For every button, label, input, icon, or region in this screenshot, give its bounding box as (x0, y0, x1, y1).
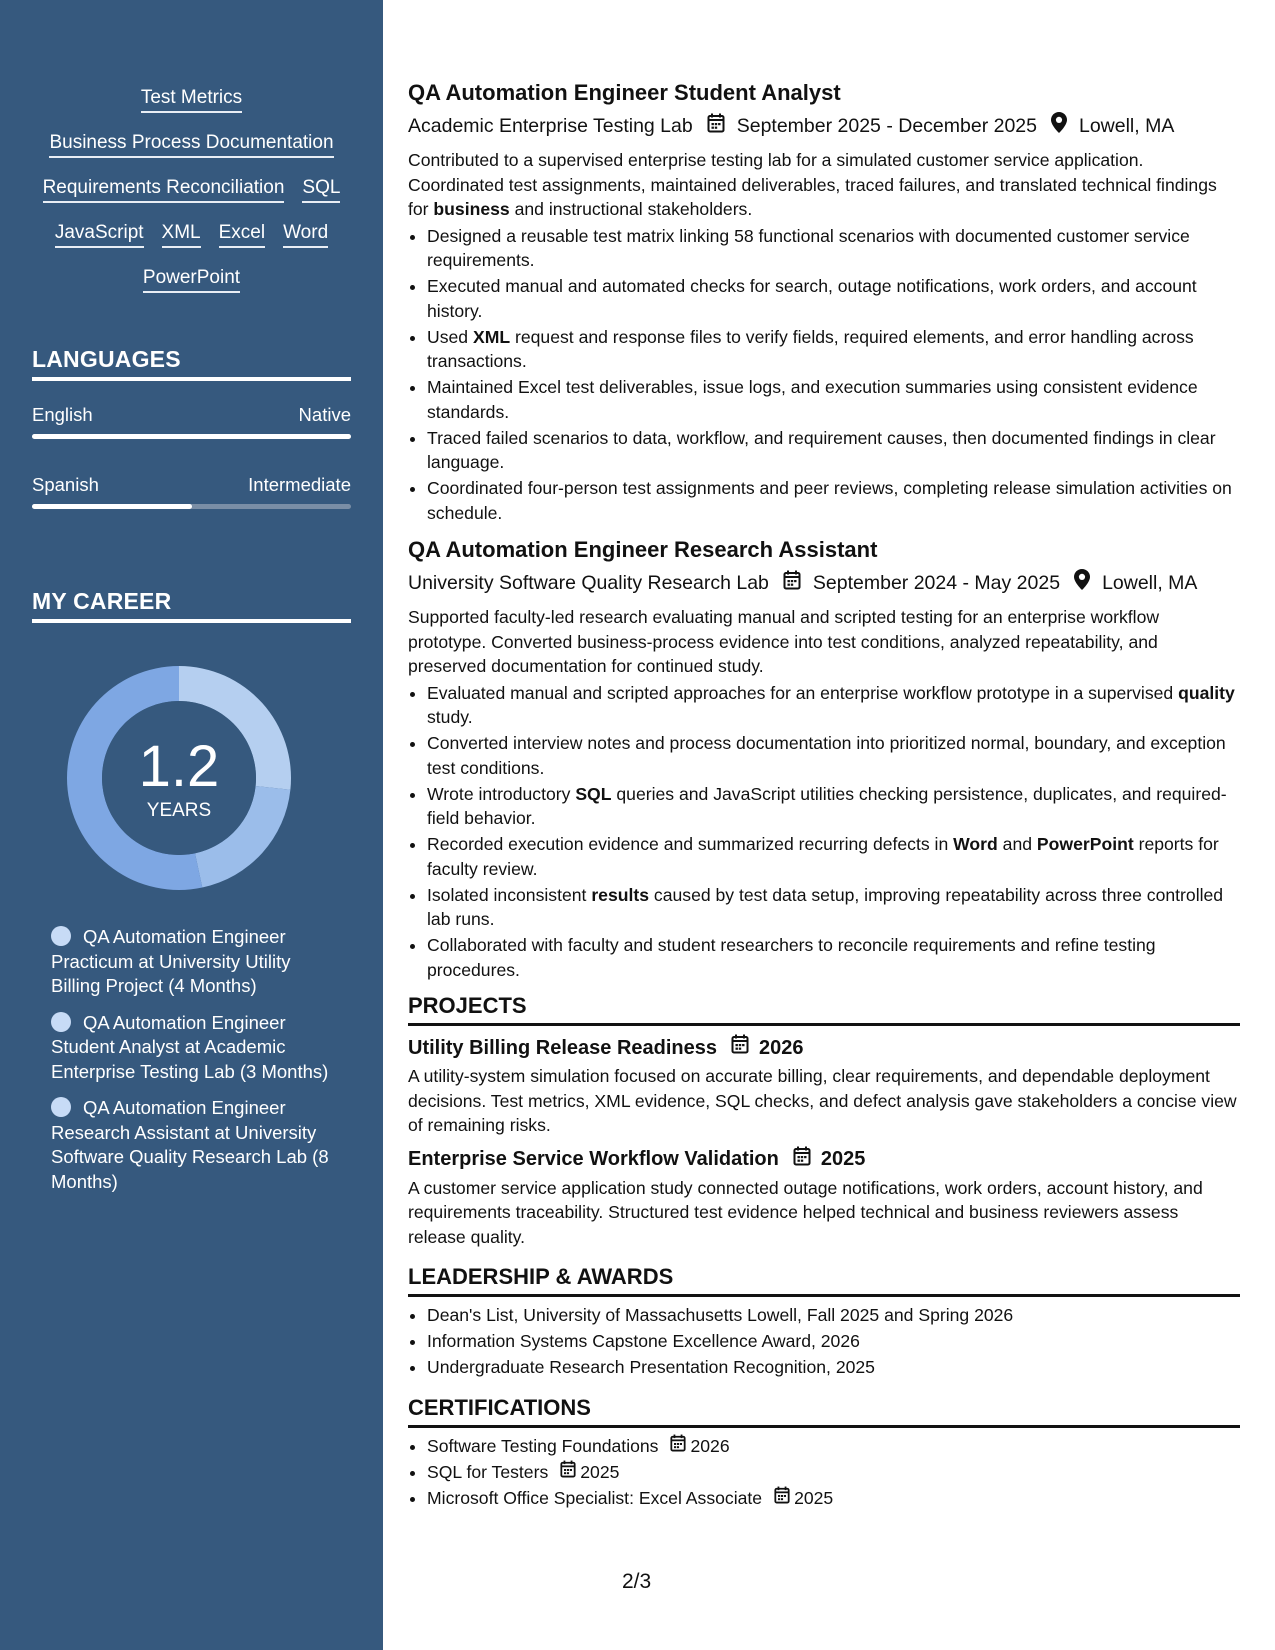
award-item: • Dean's List, University of Massachusetts Lowell, Fall 2025 and Spring 2026 (427, 1303, 1240, 1328)
certification-item: • Software Testing Foundations 2026 (427, 1434, 1240, 1459)
page-number: 2/3 (622, 1570, 652, 1593)
job-bullet: • Traced failed scenarios to data, workflow, and requirement causes, then documented findings in clear language. (427, 426, 1240, 475)
skills-row (32, 86, 351, 113)
project-title: Utility Billing Release Readiness (408, 1036, 717, 1059)
skills-list (32, 86, 351, 311)
language-proficiency-fill (32, 434, 351, 439)
award-item: • Information Systems Capstone Excellence Award, 2026 (427, 1329, 1240, 1354)
job-bullet: • Evaluated manual and scripted approaches for an enterprise workflow prototype in a supervised quality study. (427, 681, 1240, 730)
job-org: University Software Quality Research Lab (408, 572, 769, 594)
job-bullet: • Maintained Excel test deliverables, issue logs, and execution summaries using consistent evidence standards. (427, 375, 1240, 424)
career-item: QA Automation Engineer Student Analyst at Academic Enterprise Testing Lab (3 Months) (51, 1011, 329, 1082)
award-item: • Undergraduate Research Presentation Recognition, 2025 (427, 1355, 1240, 1380)
project-title: Enterprise Service Workflow Validation (408, 1148, 779, 1170)
project-entry (408, 1146, 1240, 1250)
calendar-icon (783, 570, 801, 597)
job-meta (408, 569, 1240, 597)
skill-tag[interactable]: PowerPoint (143, 266, 240, 293)
project-title-row (408, 1034, 1240, 1062)
job-bullets (408, 224, 1240, 526)
job-location: Lowell, MA (1078, 115, 1175, 137)
language-proficiency-fill (32, 504, 192, 509)
calendar-icon (707, 113, 725, 140)
project-year: 2026 (759, 1036, 804, 1059)
career-item: QA Automation Engineer Research Assistant at University Software Quality Research Lab (8 Months) (51, 1097, 329, 1192)
job-bullet: • Isolated inconsistent results caused by test data setup, improving repeatability across three controlled lab runs. (427, 883, 1240, 932)
awards-heading: LEADERSHIP & AWARDS (408, 1263, 1240, 1297)
job-bullet: • Executed manual and automated checks for search, outage notifications, work orders, and account history. (427, 274, 1240, 323)
language-name: Spanish (32, 474, 99, 495)
calendar-icon (793, 1146, 811, 1174)
project-description: A customer service application study connected outage notifications, work orders, account history, and requirements traceability. Structured test evidence helped technical and business reviewers assess release quality. (408, 1177, 1203, 1247)
job-bullet: • Wrote introductory SQL queries and JavaScript utilities checking persistence, duplicates, and required-field behavior. (427, 782, 1240, 831)
calendar-icon (670, 1434, 686, 1459)
languages-heading: LANGUAGES (32, 346, 351, 381)
job-bullet: • Collaborated with faculty and student researchers to reconcile requirements and refine testing procedures. (427, 933, 1240, 982)
projects-heading: PROJECTS (408, 992, 1240, 1026)
calendar-icon (560, 1460, 576, 1485)
certification-item: • SQL for Testers 2025 (427, 1460, 1240, 1485)
job-bullet: • Recorded execution evidence and summarized recurring defects in Word and PowerPoint reports for faculty review. (427, 832, 1240, 881)
job-title: QA Automation Engineer Research Assistant (408, 537, 878, 562)
skill-tag[interactable]: XML (162, 221, 201, 248)
calendar-icon (774, 1486, 790, 1511)
career-donut-chart (67, 666, 291, 890)
job-bullets (408, 681, 1240, 983)
language-english (32, 404, 351, 439)
map-pin-icon (1051, 112, 1067, 140)
skill-tag[interactable]: Excel (219, 221, 265, 248)
career-list (51, 925, 341, 1206)
project-year: 2025 (820, 1148, 866, 1170)
awards-list (408, 1303, 1240, 1380)
job-bullet: • Used XML request and response files to verify fields, required elements, and error handling across transactions. (427, 325, 1240, 374)
experience-entry (408, 535, 1240, 982)
job-meta (408, 112, 1240, 140)
skill-tag[interactable]: Test Metrics (141, 86, 242, 113)
career-dot (51, 926, 71, 946)
project-entry (408, 1034, 1240, 1138)
skills-row (32, 176, 351, 203)
language-proficiency-bar (32, 434, 351, 439)
skill-tag[interactable]: Requirements Reconciliation (43, 176, 285, 203)
skills-row (32, 131, 351, 158)
job-summary: Supported faculty-led research evaluating manual and scripted testing for an enterprise workflow prototype. Converted business-process evidence into test conditions, analyzed repeatability, and preserved documentation for continued study. (408, 607, 1160, 676)
job-dates: September 2024 - May 2025 (812, 572, 1061, 594)
career-heading: MY CAREER (32, 588, 351, 623)
main-content (408, 78, 1240, 1512)
skill-tag[interactable]: SQL (302, 176, 340, 203)
skill-tag[interactable]: Word (283, 221, 328, 248)
experience-entry (408, 78, 1240, 525)
language-level: Native (298, 404, 351, 425)
career-total-unit: YEARS (146, 800, 212, 821)
project-title-row (408, 1146, 1240, 1174)
language-name: English (32, 404, 93, 425)
sidebar (0, 0, 383, 1650)
language-proficiency-bar (32, 504, 351, 509)
language-level: Intermediate (248, 474, 351, 495)
skills-row (32, 266, 351, 293)
job-location: Lowell, MA (1102, 572, 1198, 594)
skills-row (32, 221, 351, 248)
career-dot (51, 1012, 71, 1032)
skill-tag[interactable]: Business Process Documentation (49, 131, 333, 158)
job-dates: September 2025 - December 2025 (736, 115, 1037, 137)
language-spanish (32, 474, 351, 509)
job-bullet: • Designed a reusable test matrix linking 58 functional scenarios with documented customer service requirements. (427, 224, 1240, 273)
career-item: QA Automation Engineer Practicum at University Utility Billing Project (4 Months) (51, 926, 291, 996)
career-total-value: 1.2 (138, 734, 220, 799)
calendar-icon (731, 1034, 749, 1062)
career-dot (51, 1097, 71, 1117)
job-org: Academic Enterprise Testing Lab (408, 115, 693, 137)
job-summary: Contributed to a supervised enterprise testing lab for a simulated customer service application. Coordinated test assignments, maintained deliverables, traced failures, and translated technical findings for business and instructional stakeholders. (408, 150, 1217, 219)
certifications-list (408, 1434, 1240, 1511)
certification-item: • Microsoft Office Specialist: Excel Associate 2025 (427, 1486, 1240, 1511)
map-pin-icon (1074, 569, 1090, 597)
project-description: A utility-system simulation focused on accurate billing, clear requirements, and dependable deployment decisions. Test metrics, XML evidence, SQL checks, and defect analysis gave stakeholders a concise view of remaining risks. (408, 1066, 1237, 1135)
skill-tag[interactable]: JavaScript (55, 221, 144, 248)
job-title: QA Automation Engineer Student Analyst (408, 80, 841, 105)
certifications-heading: CERTIFICATIONS (408, 1394, 1240, 1428)
job-bullet: • Coordinated four-person test assignments and peer reviews, completing release simulation activities on schedule. (427, 476, 1240, 525)
job-bullet: • Converted interview notes and process documentation into prioritized normal, boundary, and exception test conditions. (427, 731, 1240, 780)
